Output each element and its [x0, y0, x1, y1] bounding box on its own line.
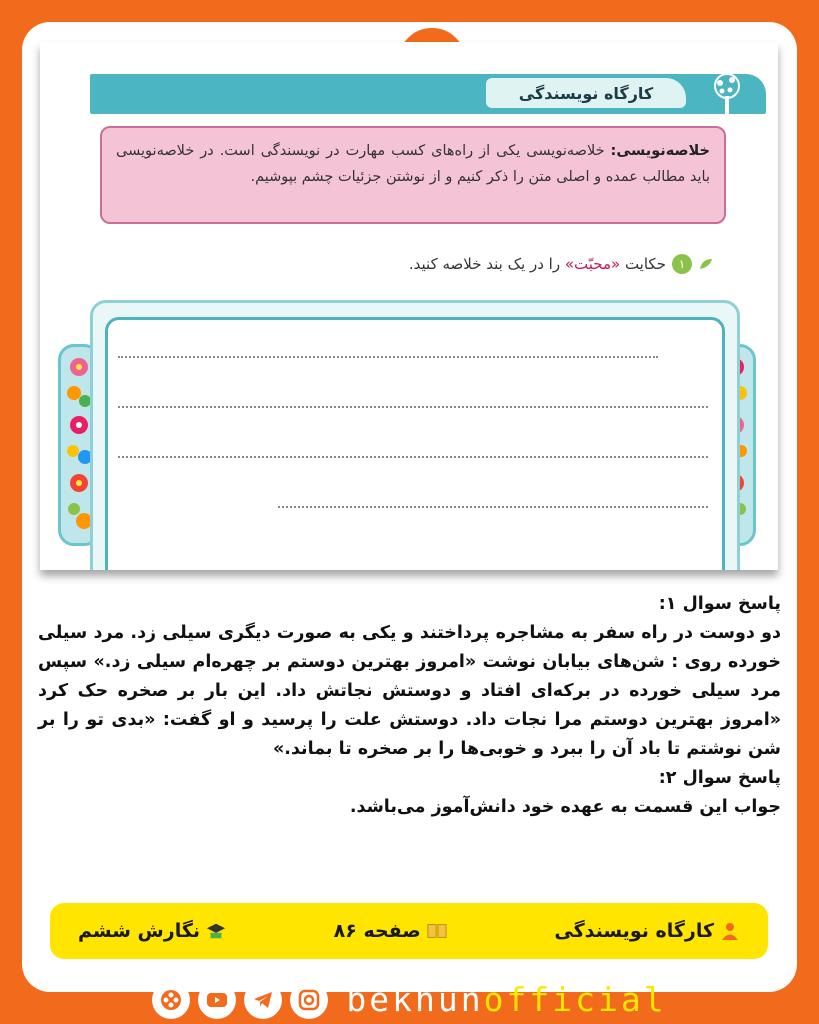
dotted-line	[118, 456, 708, 458]
dotted-line	[118, 356, 658, 358]
question-text: حکایت «محبّت» را در یک بند خلاصه کنید.	[408, 255, 666, 273]
writing-area-inner	[105, 317, 725, 570]
footer-info-bar	[50, 903, 768, 959]
answer-1-heading: پاسخ سوال ۱:	[658, 594, 781, 614]
footer-workshop: کارگاه نویسندگی	[554, 920, 740, 942]
definition-term: خلاصه‌نویسی:	[610, 143, 710, 159]
book-icon	[427, 921, 447, 941]
dotted-line	[118, 406, 708, 408]
tree-icon	[702, 70, 752, 116]
answer-1-text: دو دوست در راه سفر به مشاجره پرداختند و یکی به صورت دیگری سیلی زد. مرد سیلی خورده روی : شن‌های بیابان نوشت «امروز بهترین دوستم بر چهره‌ام سیلی زد.» سپس مرد سیلی خورده در برکه‌ای افتاد و دوستش نجاتش داد. این بار بر صخره حک کرد «امروز بهترین دوستم مرا نجات داد. دوستش علت را پرسید و او گفت: «بدی تو را بر شن نوشتم تا باد آن را ببرد و خوبی‌ها را بر صخره تا بماند.»	[38, 623, 781, 759]
footer-page: صفحه ۸۶	[334, 920, 447, 942]
definition-box	[100, 126, 726, 224]
section-banner	[90, 74, 766, 114]
answer-2-heading: پاسخ سوال ۲:	[658, 768, 781, 788]
dotted-line	[278, 506, 708, 508]
graduation-cap-icon	[206, 921, 226, 941]
footer-book: نگارش ششم	[78, 920, 226, 942]
brand-name: bekhunofficial	[346, 980, 667, 1019]
definition-text: خلاصه‌نویسی یکی از راه‌های کسب مهارت در نویسندگی است. در خلاصه‌نویسی باید مطالب عمده و اصلی متن را ذکر کنیم و از نوشتن جزئیات چشم بپوشیم.	[116, 143, 710, 185]
instagram-icon[interactable]	[290, 981, 328, 1019]
answers-section	[38, 590, 781, 822]
banner-title: کارگاه نویسندگی	[486, 78, 686, 108]
social-bar	[0, 975, 819, 1024]
leaf-icon	[698, 257, 718, 271]
textbook-page-image	[40, 42, 778, 570]
answer-2-text: جواب این قسمت به عهده خود دانش‌آموز می‌باشد.	[349, 797, 781, 817]
story-title: «محبّت»	[564, 255, 621, 273]
question-1	[409, 254, 718, 274]
telegram-icon[interactable]	[244, 981, 282, 1019]
user-icon	[720, 921, 740, 941]
film-reel-icon[interactable]	[152, 981, 190, 1019]
writing-area	[90, 300, 740, 570]
question-number: ۱	[672, 254, 692, 274]
youtube-icon[interactable]	[198, 981, 236, 1019]
